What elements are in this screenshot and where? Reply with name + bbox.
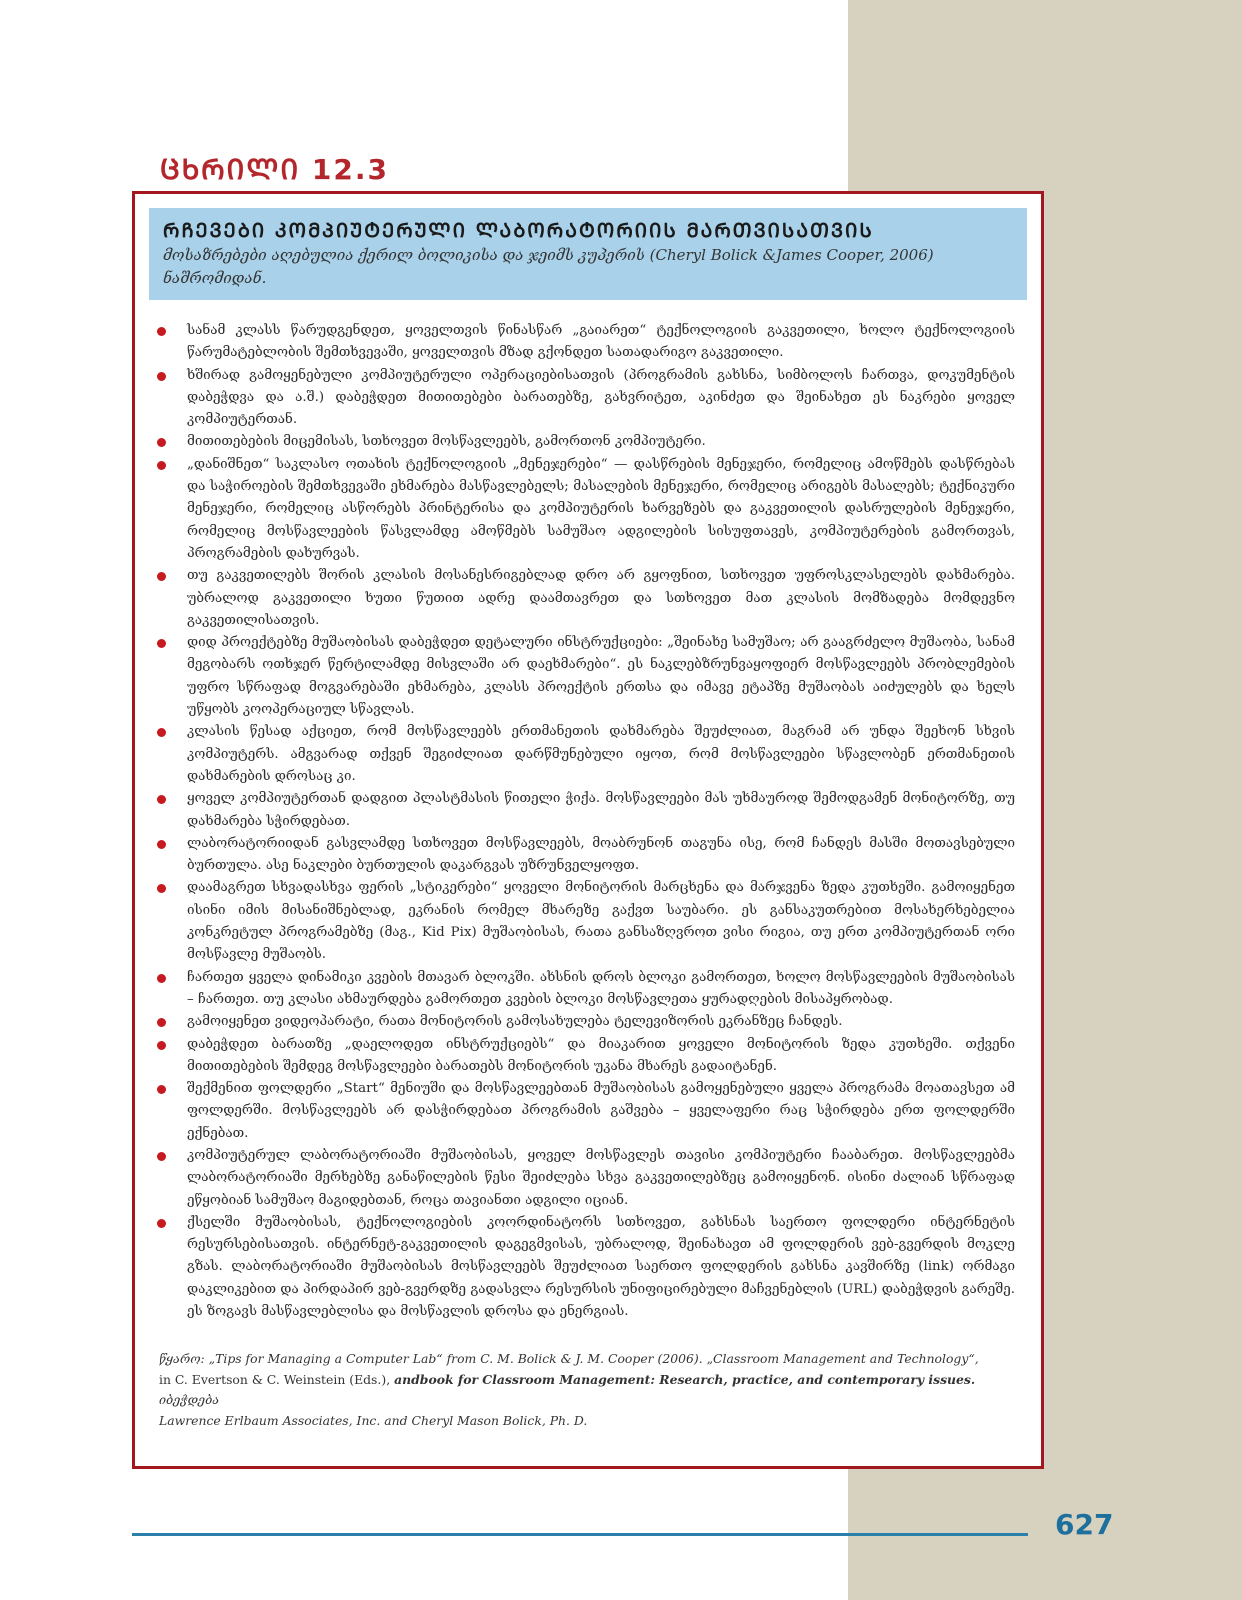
bullet-icon (157, 639, 166, 648)
tip-item (149, 833, 1015, 878)
tip-text: დიდ პროექტებზე მუშაობისას დაბეჭდეთ დეტალური ინსტრუქციები: „შეინახე სამუშაო; არ გააგრძელო მუშაობა, სანამ მეგობარს ოთხჯერ წერტილამდე მისვლაში არ დაეხმარები“. ეს ნაკლებზრუნვაყოფიერ მოსწავლეებს პრობლემების უფრო სწრაფად მოგვარებაში ეხმარება, კლასს პროექტის ერთსა და იმავე ეტაპზე მუშაობას აიძულებს და ხელს უწყობს კოოპერაციულ სწავლას. (187, 635, 1015, 718)
tip-text: დაამაგრეთ სხვადასხვა ფერის „სტიკერები“ ყოველი მონიტორის მარცხენა და მარჯვენა ზედა კუთხეში. გამოიყენეთ ისინი იმის მისანიშნებლად, ეკრანის რომელ მხარეზე გაქვთ საუბარი. ეს განსაკუთრებით მოსახერხებელია კონკრეტულ პროგრამებზე (მაგ., Kid Pix) მუშაობისას, რათა განსაზღვროთ ვისი რიგია, თუ ერთ კომპიუტერთან ორი მოსწავლე მუშაობს. (187, 880, 1015, 963)
bullet-icon (157, 1041, 166, 1050)
tip-item (149, 721, 1015, 788)
tip-item (149, 632, 1015, 721)
tip-item (149, 1034, 1015, 1079)
table-label: ᲪᲮᲠᲘᲚᲘ 12.3 (160, 153, 389, 186)
tip-text: გამოიყენეთ ვიდეოპარატი, რათა მონიტორის გამოსახულება ტელევიზორის ეკრანზეც ჩანდეს. (187, 1014, 843, 1030)
tip-item (149, 1212, 1015, 1323)
tip-text: დაბეჭდეთ ბარათზე „დაელოდეთ ინსტრუქციებს“ და მიაკარით ყოველი მონიტორის ზედა კუთხეში. თქვენი მითითებების შემდეგ მოსწავლეები ბარათებს მონიტორის უკანა მხარეს გადაიტანენ. (187, 1036, 1015, 1074)
bullet-icon (157, 840, 166, 849)
bullet-icon (157, 438, 166, 447)
tip-item (149, 565, 1015, 632)
tip-item (149, 454, 1015, 565)
page-number: 627 (1055, 1508, 1114, 1541)
source-part-a: „Tips for Managing a Computer Lab“ from C. M. Bolick & J. M. Cooper (2006). „Classroom Management and Technology“, (204, 1351, 979, 1367)
bullet-icon (157, 1018, 166, 1027)
source-part-d: იბეჭდება (159, 1392, 220, 1408)
bullet-icon (157, 572, 166, 581)
bullet-icon (157, 884, 166, 893)
bullet-icon (157, 795, 166, 804)
tip-text: ხშირად გამოყენებული კომპიუტერული ოპერაციებისათვის (პროგრამის გახსნა, სიმბოლოს ჩართვა, დოკუმენტის დაბეჭდვა და ა.შ.) დაბეჭდეთ მითითებები ბარათებზე, გახვრიტეთ, აკინძეთ და შეინახეთ ეს ნაკრები ყოველ კომპიუტერთან. (187, 367, 1015, 428)
source-note (159, 1349, 1015, 1431)
tip-text: ქსელში მუშაობისას, ტექნოლოგიების კოორდინატორს სთხოვეთ, გახსნას საერთო ფოლდერი ინტერნეტის რესურსებისათვის. ინტერნეტ-გაკვეთილის დაგეგმვისას, უბრალოდ, შეინახავთ ამ ფოლდერის ვებ-გვერდის მოკლე გზას. ლაბორატორიაში მუშაობისას მოსწავლეებს შეუძლიათ საერთო ფოლდერის გახსნა კავშირზე (link) ორმაგი დაკლიკებით და პირდაპირ ვებ-გვერდზე გადასვლა რესურსის უნიფიცირებული მაჩვენებლის (URL) დაბეჭდვის გარეშე. ეს ზოგავს მასწავლებლისა და მოსწავლის დროსა და ენერგიას. (187, 1214, 1015, 1320)
bullet-icon (157, 1085, 166, 1094)
tip-text: ყოველ კომპიუტერთან დადგით პლასტმასის წითელი ჭიქა. მოსწავლეები მას უხმაუროდ შემოდგამენ მონიტორზე, თუ დახმარება სჭირდებათ. (187, 791, 1015, 829)
source-handbook-title: andbook for Classroom Management: Research, practice, and contemporary issues. (394, 1371, 976, 1387)
tip-item (149, 1078, 1015, 1145)
tip-text: ჩართეთ ყველა დინამიკი კვების მთავარ ბლოკში. ახსნის დროს ბლოკი გამორთეთ, ხოლო მოსწავლეების მუშაობისას – ჩართეთ. თუ კლასი ახმაურდება გამორთეთ კვების ბლოკი მოსწავლეთა ყურადღების მისაპყრობად. (187, 969, 1015, 1007)
tips-list (149, 320, 1027, 1323)
footer-rule (132, 1533, 1028, 1536)
tip-item (149, 967, 1015, 1012)
tip-item (149, 431, 1015, 453)
box-header (149, 208, 1027, 300)
bullet-icon (157, 1152, 166, 1161)
tip-text: „დანიშნეთ“ საკლასო ოთახის ტექნოლოგიის „მენეჯერები“ — დასწრების მენეჯერი, რომელიც ამოწმებს დასწრებას და საჭიროების შემთხვევაში ეხმარება მასწავლებელს; მასალების მენეჯერი, რომელიც არიგებს მასალებს; ტექნიკური მენეჯერი, რომელიც ასწორებს პრინტერისა და კომპიუტერის ხარვეზებს და გაკვეთილის დასრულების მენეჯერი, რომელიც მოსწავლეების წასვლამდე ამოწმებს სამუშაო ადგილების სისუფთავეს, კომპიუტერების გამორთვას, პროგრამების დახურვას. (187, 456, 1015, 561)
tip-text: კლასის წესად აქციეთ, რომ მოსწავლეებს ერთმანეთის დახმარება შეუძლიათ, მაგრამ არ უნდა შეეხონ სხვის კომპიუტერს. ამგვარად თქვენ შეგიძლიათ დარწმუნებული იყოთ, რომ მოსწავლეები სწავლობენ ერთმანეთის დახმარების დროსაც კი. (187, 724, 1015, 784)
tip-text: ლაბორატორიიდან გასვლამდე სთხოვეთ მოსწავლეებს, მოაბრუნონ თაგუნა ისე, რომ ჩანდეს მასში მოთავსებული ბურთულა. ასე ნაკლები ბურთულის დაკარგვას უზრუნველყოფთ. (187, 835, 1015, 874)
box-title: ᲠᲩᲔᲕᲔᲑᲘ ᲙᲝᲛᲞᲘᲣᲢᲔᲠᲣᲚᲘ ᲚᲐᲑᲝᲠᲐᲢᲝᲠᲘᲘᲡ ᲛᲐᲠᲗᲕᲘᲡᲐᲗᲕᲘᲡ (163, 219, 874, 242)
source-label: წყარო: (159, 1351, 205, 1367)
box-subtitle: მოსაზრებები აღებულია ქერილ ბოლიკისა და ჯეიმს კუპერის (Cheryl Bolick &James Cooper, 2006) ნაშრომიდან. (163, 246, 934, 287)
tip-text: შექმენით ფოლდერი „Start“ მენიუში და მოსწავლეებთან მუშაობისას გამოყენებული ყველა პროგრამა მოათავსეთ ამ ფოლდერში. მოსწავლეებს არ დასჭირდებათ პროგრამის გაშვება – ყველაფერი რაც სჭირდება ერთ ფოლდერში ექნებათ. (187, 1081, 1015, 1141)
bullet-icon (157, 728, 166, 737)
bullet-icon (157, 327, 166, 336)
source-part-e: Lawrence Erlbaum Associates, Inc. and Cheryl Mason Bolick, Ph. D. (159, 1412, 588, 1428)
bullet-icon (157, 461, 166, 470)
tip-text: სანამ კლასს წარუდგენდეთ, ყოველთვის წინასწარ „გაიარეთ“ ტექნოლოგიის გაკვეთილი, ხოლო ტექნოლოგიის წარუმატებლობის შემთხვევაში, ყოველთვის მზად გქონდეთ სათადარიგო გაკვეთილი. (187, 323, 1015, 361)
tip-item (149, 877, 1015, 966)
bullet-icon (157, 974, 166, 983)
tip-text: თუ გაკვეთილებს შორის კლასის მოსანესრიგებლად დრო არ გყოფნით, სთხოვეთ უფროსკლასელებს დახმარება. უბრალოდ გაკვეთილი ხუთი წუთით ადრე დაამთავრეთ და სთხოვეთ მათ კლასის მომზადება მომდევნო გაკვეთილისათვის. (187, 568, 1015, 628)
bullet-icon (157, 372, 166, 381)
tip-item (149, 320, 1015, 365)
bullet-icon (157, 1219, 166, 1228)
tip-text: მითითებების მიცემისას, სთხოვეთ მოსწავლეებს, გამორთონ კომპიუტერი. (187, 434, 706, 450)
tip-item (149, 1011, 1015, 1033)
tip-item (149, 788, 1015, 833)
tip-item (149, 365, 1015, 432)
tip-text: კომპიუტერულ ლაბორატორიაში მუშაობისას, ყოველ მოსწავლეს თავისი კომპიუტერი ჩააბარეთ. მოსწავლეებმა ლაბორატორიაში მერხებზე განაწილების წესი შეიძლება სხვა გაკვეთილებზეც გამოიყენონ. ისინი ძალიან სწრაფად ეწყობიან სამუშაო მაგიდებთან, როცა თავიანთი ადგილი იციან. (187, 1147, 1015, 1208)
tips-box (132, 191, 1044, 1469)
source-part-b: in C. Evertson & C. Weinstein (Eds.), (159, 1371, 395, 1387)
tip-item (149, 1145, 1015, 1212)
